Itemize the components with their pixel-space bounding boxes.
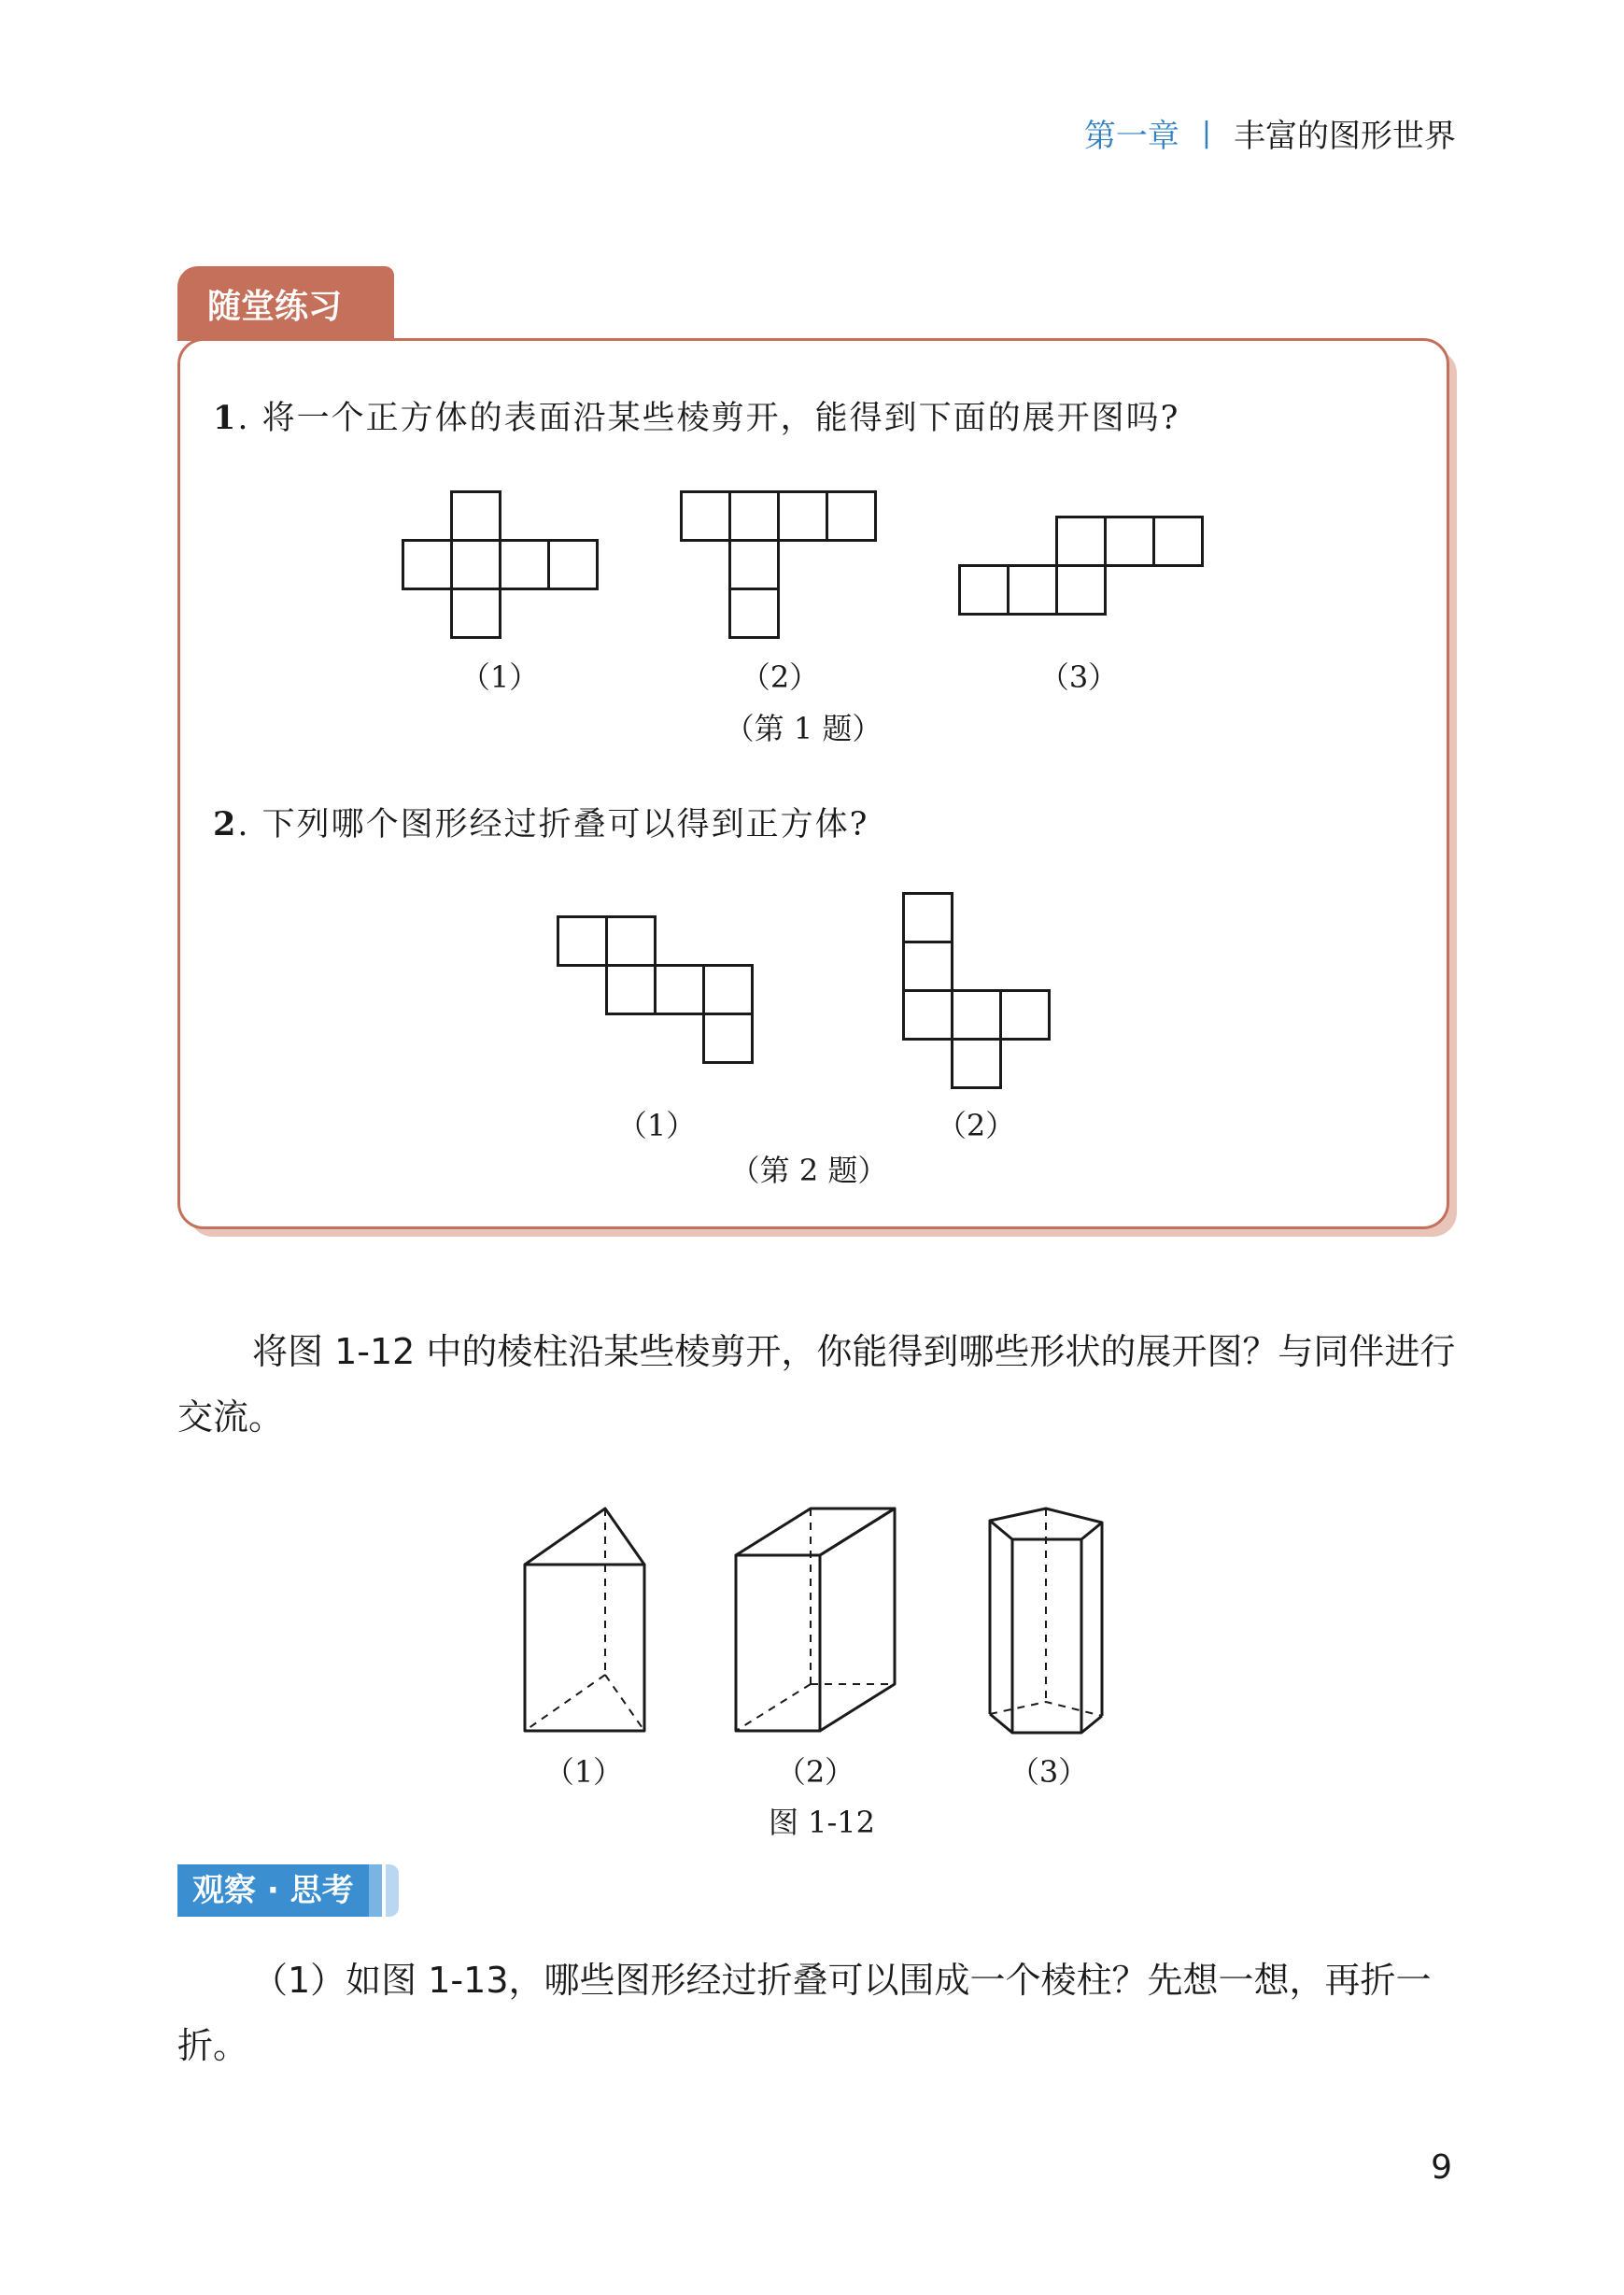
figure-1-12-prisms <box>504 1495 1139 1747</box>
practice-tab: 随堂练习 <box>177 266 394 341</box>
q1-net-2 <box>680 490 881 645</box>
q2-net-1 <box>557 915 757 1070</box>
observe-think-label: 观察 · 思考 <box>177 1864 369 1917</box>
q1-net-1 <box>402 490 602 645</box>
q1-label-1: （1） <box>459 659 540 695</box>
q1-net-3 <box>958 516 1206 620</box>
q2-caption: （第 2 题） <box>729 1153 888 1188</box>
fig-label-1: （1） <box>544 1754 624 1790</box>
fig-label-2: （2） <box>775 1754 855 1790</box>
tab-decoration-2 <box>386 1864 399 1917</box>
rectangular-prism <box>736 1509 895 1731</box>
page-number: 9 <box>1431 2148 1452 2187</box>
question-2-text: . 下列哪个图形经过折叠可以得到正方体? <box>237 806 869 843</box>
paragraph-prism-nets: 将图 1-12 中的棱柱沿某些棱剪开，你能得到哪些形状的展开图？与同伴进行交流。 <box>177 1331 1456 1438</box>
q1-caption: （第 1 题） <box>724 711 883 746</box>
observe-think-tab <box>177 1864 399 1917</box>
paragraph-fold-question: （1）如图 1-13，哪些图形经过折叠可以围成一个棱柱？先想一想，再折一折。 <box>177 1960 1432 2066</box>
figure-caption: 图 1-12 <box>768 1805 876 1840</box>
q1-label-2: （2） <box>740 659 820 695</box>
question-1 <box>213 392 1179 439</box>
chapter-title: 丰富的图形世界 <box>1234 118 1456 155</box>
chapter-label: 第一章 <box>1083 118 1179 155</box>
question-2-number: 2 <box>213 805 238 843</box>
practice-box <box>177 338 1449 1229</box>
question-2 <box>213 799 868 845</box>
running-header <box>1084 110 1456 156</box>
q1-label-3: （3） <box>1038 659 1119 695</box>
q2-label-1: （1） <box>616 1108 697 1143</box>
question-1-text: . 将一个正方体的表面沿某些棱剪开，能得到下面的展开图吗? <box>237 400 1180 437</box>
header-separator: | <box>1201 117 1211 149</box>
fig-label-3: （3） <box>1009 1754 1089 1790</box>
pentagonal-prism <box>990 1509 1102 1733</box>
tab-decoration <box>369 1864 382 1917</box>
q2-label-2: （2） <box>936 1108 1016 1143</box>
question-1-number: 1 <box>213 399 238 437</box>
triangular-prism <box>525 1509 644 1731</box>
q2-net-2 <box>902 892 1056 1093</box>
